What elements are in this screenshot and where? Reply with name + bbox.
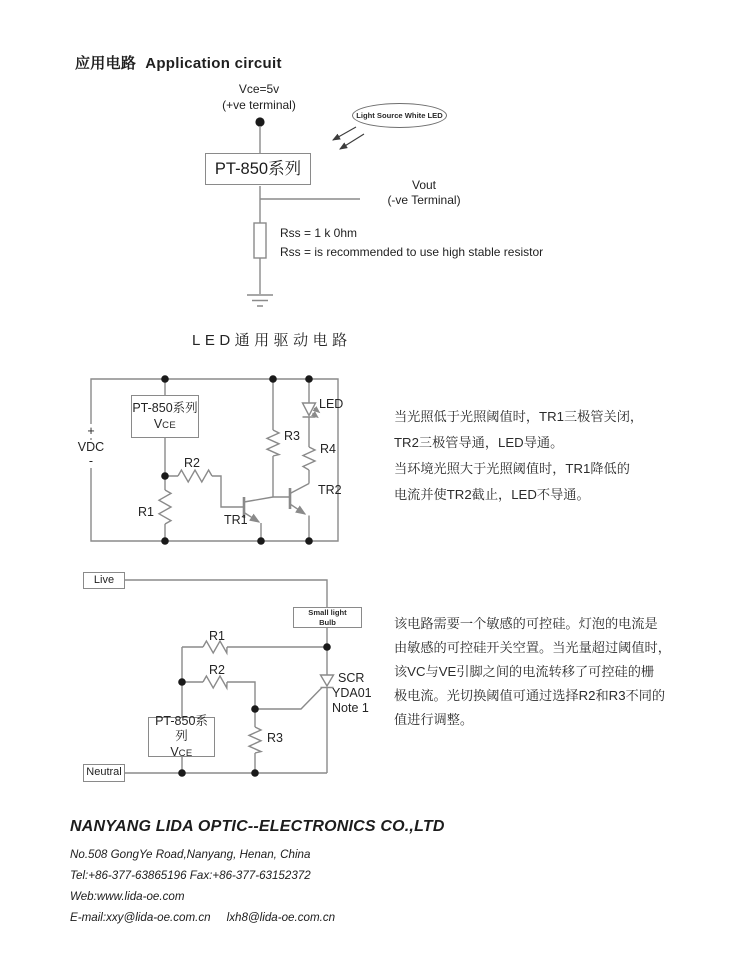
vdc-label: VDC xyxy=(77,440,105,454)
rss-resistor-symbol xyxy=(254,223,266,258)
pt850-block-top xyxy=(205,153,311,185)
scr-circuit-description xyxy=(394,612,671,732)
description-line: 极电流。光切换阈值可通过选择R2和R3不同的 xyxy=(394,688,666,703)
led-circuit-heading: LED通用驱动电路 xyxy=(192,332,352,349)
neutral-label: Neutral xyxy=(86,766,122,779)
company-name: NANYANG LIDA OPTIC--ELECTRONICS CO.,LTD xyxy=(70,818,445,835)
description-line: 该电路需要一个敏感的可控硅。灯泡的电流是 xyxy=(394,616,658,631)
scr-label: SCR xyxy=(338,671,365,685)
resistor-r1-symbol xyxy=(159,490,171,524)
tr1-label: TR1 xyxy=(224,513,248,527)
description-line: 值进行调整。 xyxy=(394,712,474,727)
resistor-r3-symbol xyxy=(249,727,261,753)
resistor-r2-symbol xyxy=(178,470,212,482)
pt850-block-led-circuit xyxy=(131,395,199,438)
neutral-terminal-box xyxy=(83,764,125,782)
terminal-dot xyxy=(255,117,264,126)
description-line: 当环境光照大于光照阈值时，TR1降低的 xyxy=(394,461,630,476)
led-circuit-graphic xyxy=(91,375,338,545)
bulb-label-line2: Bulb xyxy=(319,617,336,627)
vdc-minus-label: - xyxy=(88,454,94,468)
transistor-tr1-symbol xyxy=(244,497,273,541)
pt850-block-scr-circuit xyxy=(148,713,215,759)
ground-icon xyxy=(247,295,273,306)
light-source-label: Light Source White LED xyxy=(356,111,443,120)
positive-terminal-label: (+ve terminal) xyxy=(222,98,296,112)
r2-label: R2 xyxy=(209,663,225,677)
tr2-label: TR2 xyxy=(318,483,342,497)
vce-label: VCE xyxy=(170,744,193,759)
bulb-label-line1: Small light xyxy=(308,608,347,617)
resistor-r2-symbol xyxy=(203,676,227,688)
r2-label: R2 xyxy=(184,456,200,470)
page-title-zh: 应用电路 xyxy=(75,55,137,72)
company-email-line xyxy=(70,911,335,924)
led-circuit-description xyxy=(394,404,643,508)
pt850-label: PT-850系列 xyxy=(132,400,198,415)
light-arrows-icon xyxy=(333,127,364,149)
page-title xyxy=(75,52,282,73)
light-source-callout xyxy=(352,103,447,128)
resistor-r4-symbol xyxy=(303,447,315,470)
pt850-block-top-label: PT-850系列 xyxy=(214,159,302,178)
scr-part-label: YDA01 xyxy=(332,686,372,700)
r3-label: R3 xyxy=(267,731,283,745)
r1-label: R1 xyxy=(138,505,154,519)
resistor-r3-symbol xyxy=(267,430,279,456)
description-line: 由敏感的可控硅开关空置。当光量超过阈值时， xyxy=(394,640,671,655)
description-line: 该VC与VE引脚之间的电流转移了可控硅的栅 xyxy=(394,664,655,679)
led-symbol xyxy=(303,379,320,447)
led-label: LED xyxy=(319,397,344,411)
rss-note-label: Rss = is recommended to use high stable resistor xyxy=(280,245,544,259)
vce-label: VCE xyxy=(153,416,177,431)
company-email-1: E-mail:xxy@lida-oe.com.cn xyxy=(70,911,211,924)
r1-label: R1 xyxy=(209,629,225,643)
r3-label: R3 xyxy=(284,429,300,443)
pt850-label: PT-850系列 xyxy=(155,713,208,744)
company-email-2: lxh8@lida-oe.com.cn xyxy=(226,911,336,924)
vce-supply-label: Vce=5v xyxy=(238,82,280,96)
vdc-plus-label: + xyxy=(87,424,95,438)
negative-terminal-label: (-ve Terminal) xyxy=(387,193,461,207)
r4-label: R4 xyxy=(320,442,336,456)
description-line: TR2三极管导通，LED导通。 xyxy=(394,435,564,450)
description-line: 电流并使TR2截止，LED不导通。 xyxy=(394,487,590,502)
live-terminal-box xyxy=(83,572,125,589)
rss-value-label: Rss = 1 k 0hm xyxy=(280,226,358,240)
live-label: Live xyxy=(93,573,115,586)
description-line: 当光照低于光照阈值时，TR1三极管关闭， xyxy=(394,409,644,424)
scr-note-label: Note 1 xyxy=(332,701,369,715)
top-circuit-graphic xyxy=(247,117,364,306)
company-address: No.508 GongYe Road,Nanyang, Henan, China xyxy=(70,848,311,861)
company-telfax: Tel:+86-377-63865196 Fax:+86-377-63152372 xyxy=(70,869,311,882)
company-web: Web:www.lida-oe.com xyxy=(70,890,185,903)
transistor-tr2-symbol xyxy=(290,470,309,541)
vout-label: Vout xyxy=(411,178,437,192)
page-title-en: Application circuit xyxy=(145,55,282,72)
bulb-box xyxy=(293,607,362,628)
